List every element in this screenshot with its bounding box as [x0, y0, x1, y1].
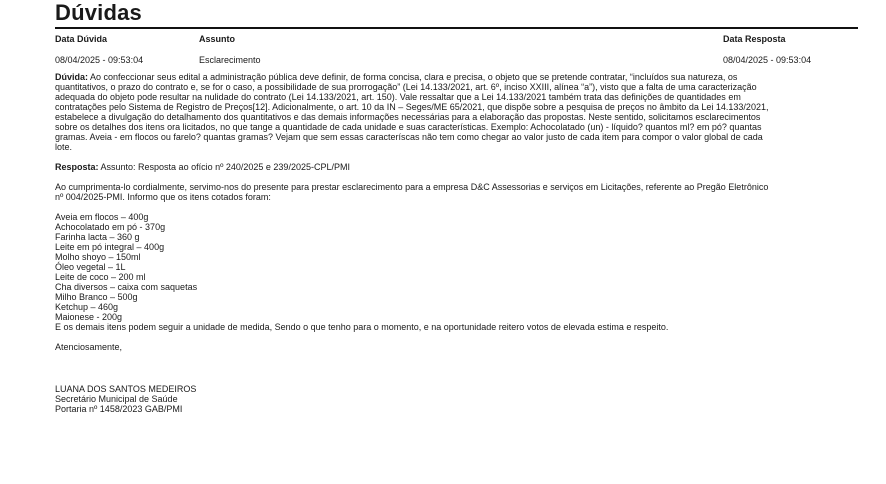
closing-line: E os demais itens podem seguir a unidade de medida, Sendo o que tenho para o momento, e na oportunidade reitero votos de elevada estima e respeito. [55, 322, 669, 332]
item-line: Leite de coco – 200 ml [55, 272, 146, 282]
resposta-assunto: Assunto: Resposta ao ofício nº 240/2025 e 239/2025-CPL/PMI [98, 162, 350, 172]
signature-title: Secretário Municipal de Saúde [55, 394, 178, 404]
header-assunto: Assunto [199, 34, 235, 44]
duvida-line: estabelece a divulgação do detalhamento dos quantitativos e das demais informações necessárias para a elaboração das propostas. Neste sentido, solicitamos esclarecimentos [55, 112, 761, 122]
duvida-text: Ao confeccionar seus edital a administração pública deve definir, de forma concisa, clara e precisa, o objeto que se pretende contratar, “incluídos sua natureza, os [88, 72, 738, 82]
resposta-label: Resposta: [55, 162, 99, 172]
page-title: Dúvidas [55, 0, 142, 25]
value-data-duvida: 08/04/2025 - 09:53:04 [55, 55, 144, 65]
duvida-line: lote. [55, 142, 73, 152]
salutation: Atenciosamente, [55, 342, 123, 352]
item-line: Aveia em flocos – 400g [55, 212, 149, 222]
item-line: Maionese - 200g [55, 312, 123, 322]
item-line: Molho shoyo – 150ml [55, 252, 141, 262]
duvida-line: quantitativos, o prazo do contrato e, se for o caso, a possibilidade de sua prorrogação” (Lei 14.133/2021, art. 6º, inciso XXIII, alínea “a”), visto que a falta de uma caracterização [55, 82, 757, 92]
duvida-line: sobre os detalhes dos itens ora licitados, no que tange a quantidade de cada unidade e suas características. Exemplo: Achocolatado (un) - líquido? quantos ml? em pó? quantas [55, 122, 762, 132]
duvida-line: contratações pelo Sistema de Registro de Preços[12]. Adicionalmente, o art. 10 da IN – Seges/ME 65/2021, que dispõe sobre a pesquisa de preços no âmbito da Lei 14.133/2021, [55, 102, 769, 112]
duvida-label: Dúvida: [55, 72, 89, 82]
duvida-line [55, 72, 860, 82]
duvida-line: adequada do objeto pode resultar na nulidade do contrato (Lei 14.133/2021, art. 150). Vale ressaltar que a Lei 14.133/2021 também trata das definições de quantidades em [55, 92, 741, 102]
title-divider [55, 27, 858, 29]
header-data-duvida: Data Dúvida [55, 34, 108, 44]
item-line: Cha diversos – caixa com saquetas [55, 282, 198, 292]
value-data-resposta: 08/04/2025 - 09:53:04 [723, 55, 812, 65]
resposta-intro-line: Ao cumprimenta-lo cordialmente, servimo-nos do presente para prestar esclarecimento para a empresa D&C Assessorias e serviços em Licitações, referente ao Pregão Eletrônico [55, 182, 769, 192]
duvida-line: gramas. Aveia - em flocos ou farelo? quantas gramas? Vejam que sem essas caracteríscas não tem como chegar ao valor justo de cada item para compor o valor global de cada [55, 132, 763, 142]
item-line: Farinha lacta – 360 g [55, 232, 140, 242]
item-line: Leite em pó integral – 400g [55, 242, 165, 252]
item-line: Achocolatado em pó - 370g [55, 222, 166, 232]
item-line: Milho Branco – 500g [55, 292, 138, 302]
qa-body [55, 72, 860, 414]
resposta-header-line [55, 162, 860, 172]
item-line: Ketchup – 460g [55, 302, 119, 312]
signature-portaria: Portaria nº 1458/2023 GAB/PMI [55, 404, 183, 414]
item-line: Óleo vegetal – 1L [55, 262, 126, 272]
header-data-resposta: Data Resposta [723, 34, 786, 44]
value-assunto: Esclarecimento [199, 55, 261, 65]
signature-name: LUANA DOS SANTOS MEDEIROS [55, 384, 197, 394]
resposta-intro-line: nº 004/2025-PMI. Informo que os itens cotados foram: [55, 192, 271, 202]
